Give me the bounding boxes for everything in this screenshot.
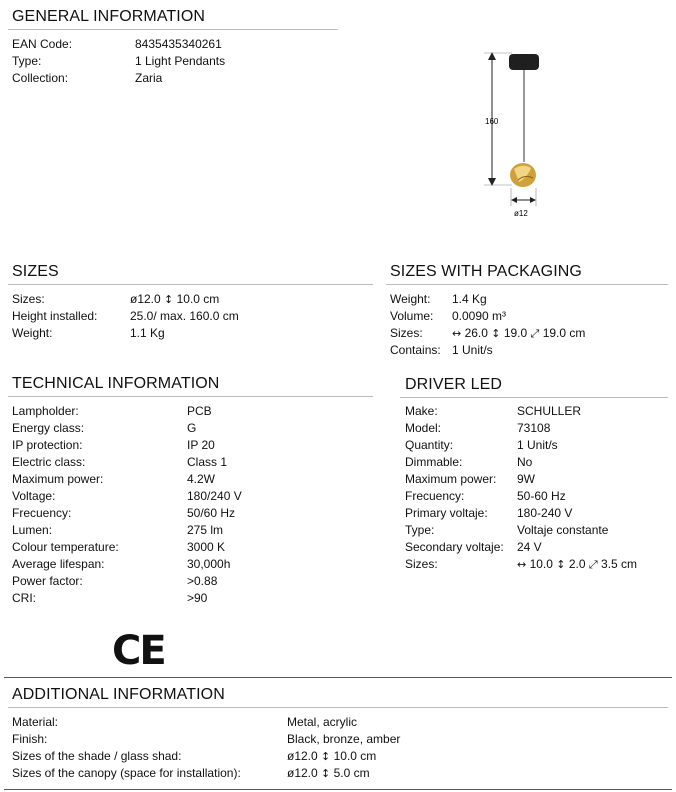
label: Dimmable:	[405, 455, 463, 469]
height-value: 2.0	[568, 557, 586, 571]
label: Sizes:	[12, 292, 45, 306]
value: Zaria	[135, 71, 163, 85]
additional-row-finish	[12, 731, 662, 748]
value: Metal, acrylic	[287, 715, 358, 729]
label: Secondary voltaje:	[405, 540, 504, 554]
height-icon: ↕	[164, 293, 174, 306]
technical-row-average-lifespan	[12, 556, 362, 573]
value: >0.88	[187, 574, 218, 588]
technical-row-electric-class	[12, 454, 362, 471]
technical-row-lampholder	[12, 403, 362, 420]
width-value: 10.0	[529, 557, 553, 571]
diameter-value: ø12.0	[130, 292, 161, 306]
label: Average lifespan:	[12, 557, 105, 571]
height-label: 160	[485, 117, 499, 126]
height-value: 10.0 cm	[333, 749, 377, 763]
value: G	[187, 421, 197, 435]
ce-mark-icon: CE	[112, 628, 165, 674]
sizes-table	[12, 291, 362, 342]
height-value: 5.0 cm	[333, 766, 370, 780]
value: 0.0090 m³	[452, 309, 507, 323]
technical-row-voltage	[12, 488, 362, 505]
driver-row-secondary-voltaje	[405, 539, 670, 556]
value: 1.4 Kg	[452, 292, 487, 306]
depth-icon: ⤢	[588, 558, 598, 571]
label: EAN Code:	[12, 37, 73, 51]
additional-rule	[8, 707, 668, 708]
value: No	[517, 455, 533, 469]
diameter-label: ø12	[514, 209, 528, 218]
width-value: 26.0	[464, 326, 488, 340]
label: Collection:	[12, 71, 69, 85]
pendant-shade-shape	[510, 163, 536, 187]
sizes-row-sizes	[12, 291, 362, 308]
label: Lampholder:	[12, 404, 79, 418]
value: 24 V	[517, 540, 542, 554]
label: Weight:	[12, 326, 53, 340]
driver-rule	[400, 397, 668, 398]
value: 50/60 Hz	[187, 506, 236, 520]
label: Primary voltaje:	[405, 506, 488, 520]
width-icon: ↔	[452, 327, 462, 340]
packaging-row-contains	[390, 342, 670, 359]
label: Make:	[405, 404, 438, 418]
width-icon: ↔	[517, 558, 527, 571]
label: Weight:	[390, 292, 431, 306]
sizes-rule	[8, 284, 373, 285]
packaging-row-sizes	[390, 325, 670, 342]
value: 73108	[517, 421, 551, 435]
driver-row-quantity	[405, 437, 670, 454]
height-icon: ↕	[491, 327, 501, 340]
additional-row-shade-size	[12, 748, 662, 765]
label: Finish:	[12, 732, 48, 746]
value: 30,000h	[187, 557, 231, 571]
value: Voltaje constante	[517, 523, 609, 537]
general-row-collection	[12, 70, 312, 87]
technical-row-lumen	[12, 522, 362, 539]
technical-row-cri	[12, 590, 362, 607]
packaging-table	[390, 291, 670, 359]
packaging-row-volume	[390, 308, 670, 325]
depth-value: 3.5 cm	[601, 557, 638, 571]
technical-row-frecuency	[12, 505, 362, 522]
packaging-title: SIZES WITH PACKAGING	[390, 263, 582, 280]
driver-row-primary-voltaje	[405, 505, 670, 522]
label: Frecuency:	[12, 506, 72, 520]
value: SCHULLER	[517, 404, 582, 418]
value: 1 Light Pendants	[135, 54, 226, 68]
label: Model:	[405, 421, 442, 435]
packaging-row-weight	[390, 291, 670, 308]
label: Sizes of the shade / glass shad:	[12, 749, 182, 763]
value: 9W	[517, 472, 535, 486]
label: Power factor:	[12, 574, 83, 588]
additional-title: ADDITIONAL INFORMATION	[12, 686, 225, 703]
sizes-row-weight	[12, 325, 362, 342]
value: 275 lm	[187, 523, 224, 537]
diameter-value: ø12.0	[287, 749, 318, 763]
value: >90	[187, 591, 208, 605]
label: Volume:	[390, 309, 434, 323]
technical-row-maximum-power	[12, 471, 362, 488]
technical-title: TECHNICAL INFORMATION	[12, 375, 220, 392]
technical-table	[12, 403, 362, 607]
additional-top-rule	[4, 677, 672, 678]
label: Lumen:	[12, 523, 53, 537]
label: Sizes:	[390, 326, 423, 340]
label: CRI:	[12, 591, 36, 605]
value: IP 20	[187, 438, 215, 452]
packaging-rule	[386, 284, 668, 285]
height-icon: ↕	[556, 558, 566, 571]
value: 180-240 V	[517, 506, 573, 520]
driver-row-type	[405, 522, 670, 539]
depth-value: 19.0 cm	[542, 326, 586, 340]
driver-row-frecuency	[405, 488, 670, 505]
technical-rule	[8, 396, 373, 397]
technical-row-energy-class	[12, 420, 362, 437]
label: Energy class:	[12, 421, 85, 435]
value: 8435435340261	[135, 37, 222, 51]
driver-row-make	[405, 403, 670, 420]
label: Type:	[12, 54, 42, 68]
label: Voltage:	[12, 489, 56, 503]
value: 1.1 Kg	[130, 326, 165, 340]
value: Black, bronze, amber	[287, 732, 401, 746]
depth-icon: ⤢	[530, 327, 540, 340]
label: Height installed:	[12, 309, 98, 323]
height-value: 19.0	[503, 326, 528, 340]
value	[287, 748, 376, 765]
value: 1 Unit/s	[517, 438, 558, 452]
value: 180/240 V	[187, 489, 242, 503]
diameter-dimension-line	[511, 188, 536, 206]
technical-row-ip-protection	[12, 437, 362, 454]
sizes-title: SIZES	[12, 263, 59, 280]
height-icon: ↕	[321, 767, 331, 780]
label: Frecuency:	[405, 489, 465, 503]
technical-row-power-factor	[12, 573, 362, 590]
label: Maximum power:	[405, 472, 497, 486]
height-value: 10.0 cm	[176, 292, 220, 306]
label: Colour temperature:	[12, 540, 119, 554]
label: Maximum power:	[12, 472, 104, 486]
height-icon: ↕	[321, 750, 331, 763]
label: Material:	[12, 715, 59, 729]
additional-table	[12, 714, 662, 782]
additional-row-material	[12, 714, 662, 731]
label: Sizes of the canopy (space for installation):	[12, 766, 241, 780]
label: Sizes:	[405, 557, 438, 571]
label: IP protection:	[12, 438, 83, 452]
technical-row-colour-temperature	[12, 539, 362, 556]
value: 50-60 Hz	[517, 489, 566, 503]
general-table	[12, 36, 312, 87]
general-row-ean	[12, 36, 312, 53]
value	[452, 325, 585, 342]
general-title: GENERAL INFORMATION	[12, 8, 206, 25]
sizes-row-height-installed	[12, 308, 362, 325]
value	[517, 556, 637, 573]
driver-table	[405, 403, 670, 573]
driver-row-model	[405, 420, 670, 437]
driver-title: DRIVER LED	[405, 376, 503, 393]
driver-row-sizes	[405, 556, 670, 573]
additional-bottom-rule	[4, 789, 672, 790]
value: PCB	[187, 404, 212, 418]
general-row-type	[12, 53, 312, 70]
driver-row-dimmable	[405, 454, 670, 471]
diameter-value: ø12.0	[287, 766, 318, 780]
value	[287, 765, 370, 782]
driver-row-maximum-power	[405, 471, 670, 488]
value: 1 Unit/s	[452, 343, 493, 357]
canopy-shape	[509, 54, 539, 70]
value: 25.0/ max. 160.0 cm	[130, 309, 239, 323]
value: 3000 K	[187, 540, 226, 554]
label: Contains:	[390, 343, 441, 357]
value: Class 1	[187, 455, 228, 469]
label: Type:	[405, 523, 435, 537]
value: 4.2W	[187, 472, 216, 486]
general-rule	[8, 29, 338, 30]
product-dimension-diagram	[470, 44, 560, 224]
label: Electric class:	[12, 455, 86, 469]
additional-row-canopy-size	[12, 765, 662, 782]
value	[130, 291, 219, 308]
label: Quantity:	[405, 438, 454, 452]
